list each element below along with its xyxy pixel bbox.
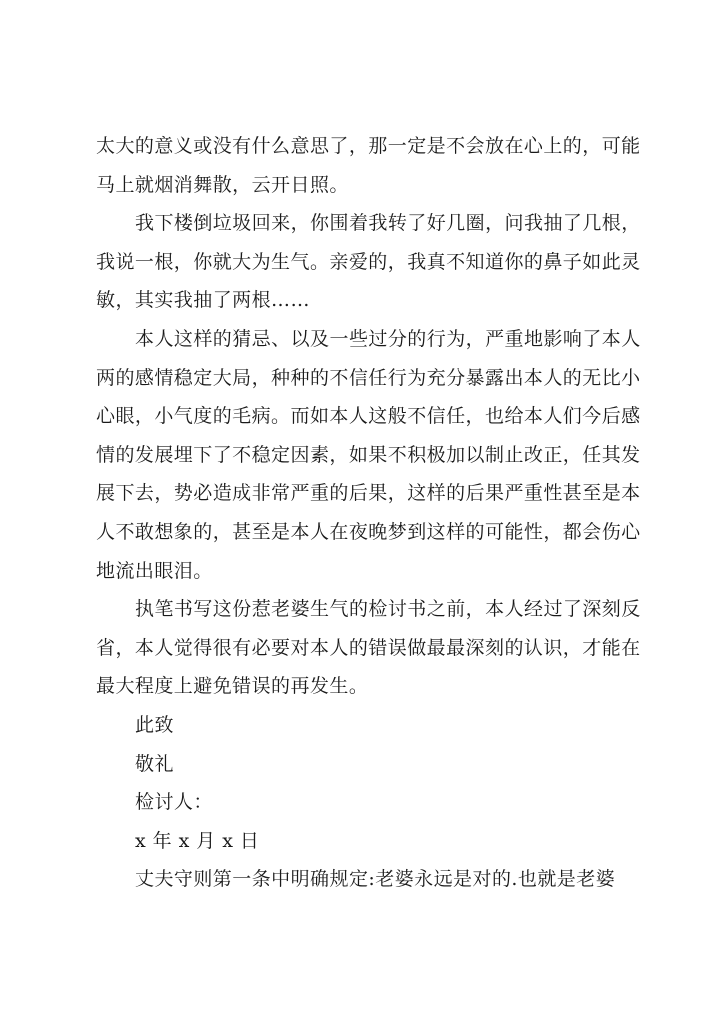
text-line: 我说一根，你就大为生气。亲爱的，我真不知道你的鼻子如此灵 — [96, 250, 641, 273]
text-line: 太大的意义或没有什么意思了，那一定是不会放在心上的，可能 — [96, 135, 641, 157]
text-line: x 年 x 月 x 日 — [135, 829, 260, 852]
text-line: 敏，其实我抽了两根…… — [96, 289, 310, 312]
text-line: 情的发展埋下了不稳定因素，如果不积极加以制止改正，任其发 — [96, 443, 641, 466]
text-line: 心眼，小气度的毛病。而如本人这般不信任，也给本人们今后感 — [96, 405, 641, 428]
text-line: 检讨人： — [135, 791, 213, 814]
text-line: 敬礼 — [135, 752, 174, 775]
text-line: 省，本人觉得很有必要对本人的错误做最最深刻的认识，才能在 — [96, 636, 641, 659]
text-line: 展下去，势必造成非常严重的后果，这样的后果严重性甚至是本 — [96, 482, 641, 505]
text-line: 执笔书写这份惹老婆生气的检讨书之前，本人经过了深刻反 — [135, 598, 641, 621]
text-line: 丈夫守则第一条中明确规定:老婆永远是对的.也就是老婆 — [135, 868, 616, 891]
text-line: 我下楼倒垃圾回来，你围着我转了好几圈，问我抽了几根， — [135, 212, 641, 235]
text-line: 最大程度上避免错误的再发生。 — [96, 675, 369, 698]
document-body — [96, 127, 641, 899]
text-line: 本人这样的猜忌、以及一些过分的行为，严重地影响了本人 — [135, 327, 641, 350]
text-line: 此致 — [135, 713, 174, 736]
text-line: 两的感情稳定大局，种种的不信任行为充分暴露出本人的无比小 — [96, 366, 641, 389]
text-line: 人不敢想象的，甚至是本人在夜晚梦到这样的可能性，都会伤心 — [96, 520, 641, 543]
text-line: 地流出眼泪。 — [96, 559, 213, 582]
text-line: 马上就烟消舞散，云开日照。 — [96, 173, 349, 196]
